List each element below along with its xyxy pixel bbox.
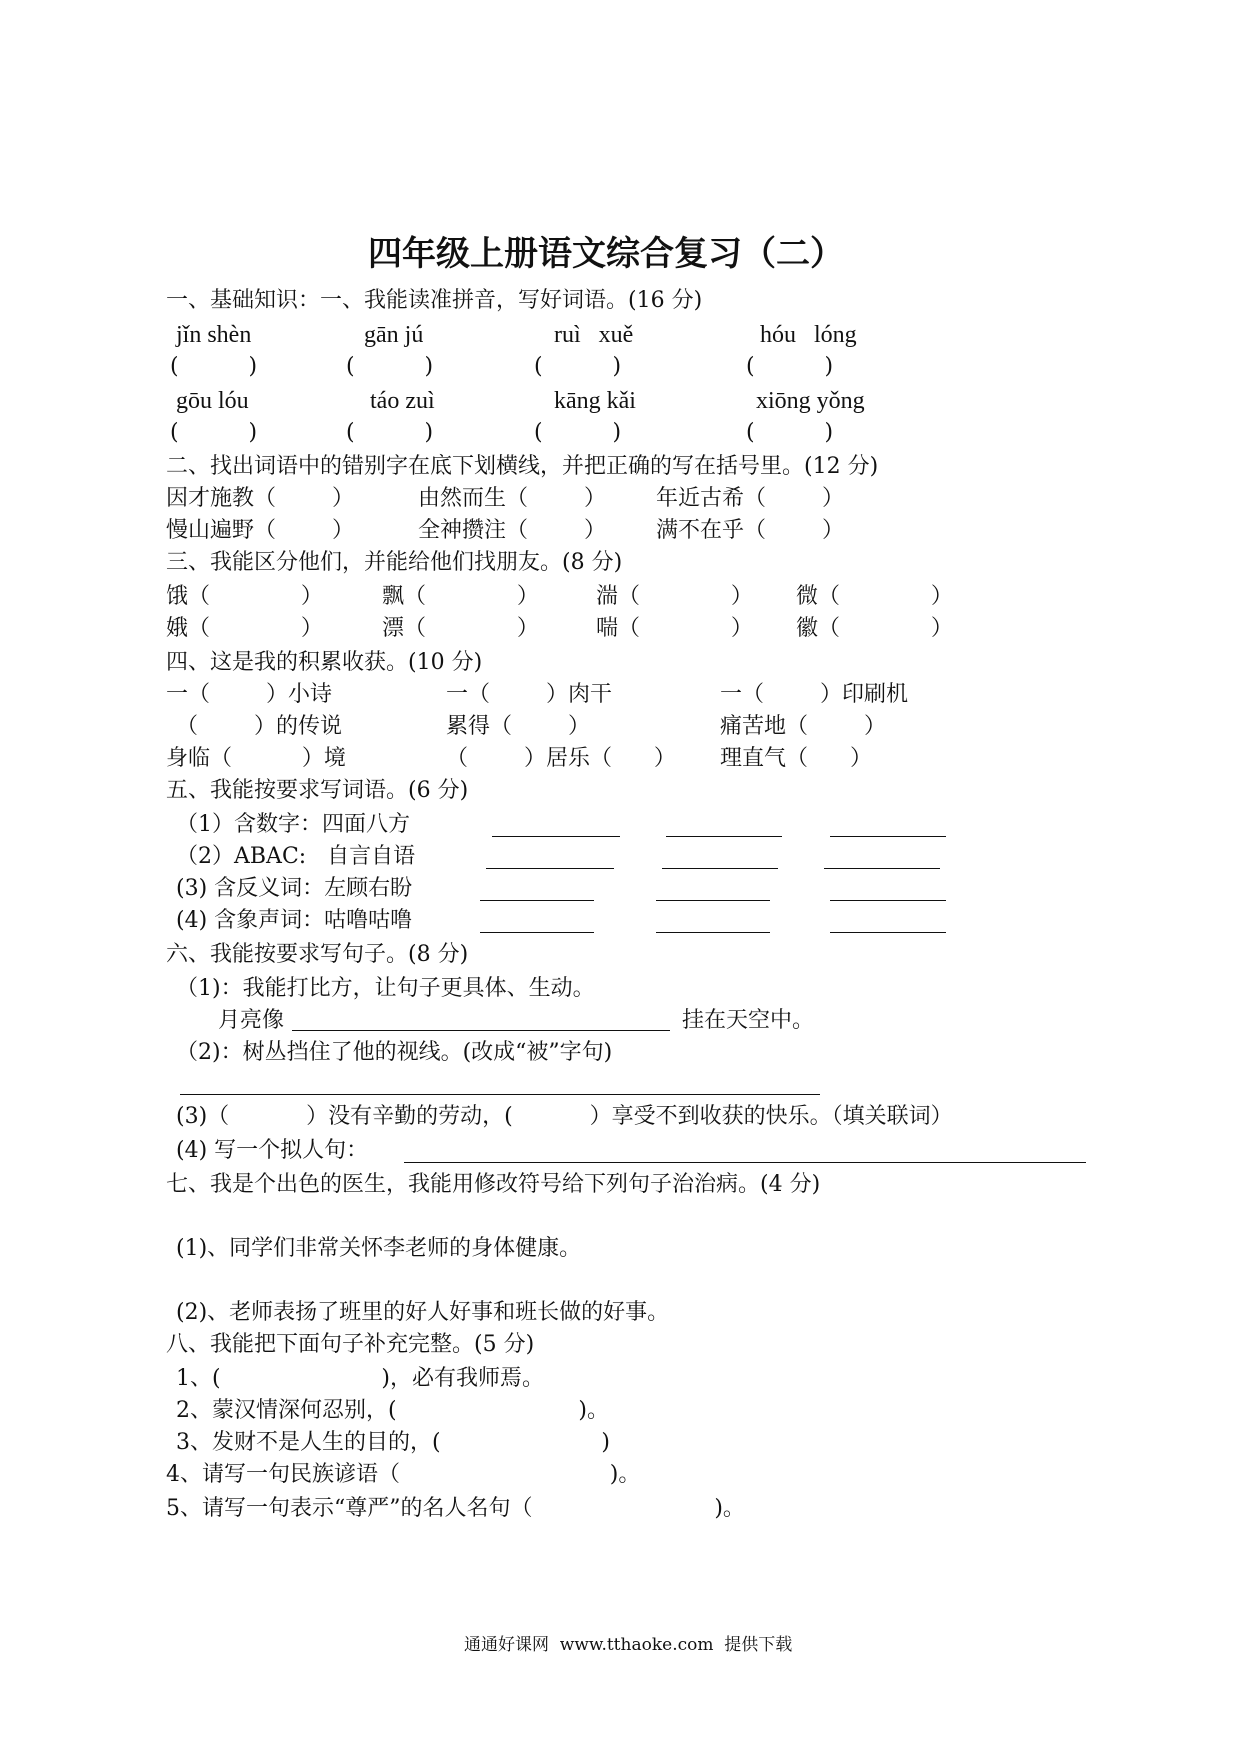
question-item: （1)：我能打比方，让句子更具体、生动。 (176, 976, 595, 1001)
question-item: 1、( )，必有我师焉。 (176, 1366, 545, 1391)
answer-blank: ( ) (534, 420, 622, 445)
answer-line (492, 836, 620, 837)
answer-blank: ( ) (534, 354, 622, 379)
question-item: 飘（ ） (382, 584, 539, 609)
question-item: 累得（ ） (446, 714, 590, 739)
answer-line (656, 932, 770, 933)
answer-blank: ( ) (170, 354, 258, 379)
question-item: (4) 含象声词：咕噜咕噜 (176, 908, 413, 933)
question-item: 4、请写一句民族谚语（ )。 (166, 1462, 641, 1487)
question-item: (4) 写一个拟人句： (176, 1138, 369, 1163)
answer-blank: ( ) (346, 420, 434, 445)
question-item: 漂（ ） (382, 616, 539, 641)
pinyin: hóu lóng (760, 322, 857, 348)
question-item: (2)、老师表扬了班里的好人好事和班长做的好事。 (176, 1300, 670, 1325)
question-item: 痛苦地（ ） (720, 714, 886, 739)
question-item: 徽（ ） (796, 616, 953, 641)
question-item: （ ）居乐（ ） (446, 746, 676, 771)
question-item: (1)、同学们非常关怀李老师的身体健康。 (176, 1236, 582, 1261)
answer-line (830, 836, 946, 837)
question-item: (3)（ ）没有辛勤的劳动，( ）享受不到收获的快乐。（填关联词） (176, 1104, 953, 1129)
question-item: 5、请写一句表示“尊严”的名人名句（ )。 (166, 1496, 745, 1521)
page-title: 四年级上册语文综合复习（二） (368, 234, 844, 274)
question-item: 饿（ ） (166, 584, 323, 609)
answer-line (480, 932, 594, 933)
section-5-heading: 五、我能按要求写词语。(6 分) (166, 778, 469, 803)
answer-line (656, 900, 770, 901)
pinyin: táo zuì (370, 388, 435, 414)
pinyin: gān jú (364, 322, 424, 348)
question-item: 慢山遍野（ ） (166, 518, 354, 543)
question-item: 身临（ ）境 (166, 746, 346, 771)
answer-line (480, 900, 594, 901)
answer-line (666, 836, 782, 837)
answer-blank: ( ) (346, 354, 434, 379)
question-item: 2、蒙汉情深何忍别，( )。 (176, 1398, 609, 1423)
answer-blank: ( ) (746, 354, 834, 379)
answer-blank: ( ) (170, 420, 258, 445)
answer-line (180, 1094, 820, 1095)
question-item: 微（ ） (796, 584, 953, 609)
answer-line (824, 868, 940, 869)
question-item: （2)：树丛挡住了他的视线。(改成“被”字句) (176, 1040, 613, 1065)
question-item: 湍（ ） (596, 584, 753, 609)
question-item: 满不在乎（ ） (656, 518, 844, 543)
pinyin: gōu lóu (176, 388, 249, 414)
pinyin: ruì xuě (554, 322, 634, 348)
answer-line (404, 1162, 1086, 1163)
question-item: 年近古希（ ） (656, 486, 844, 511)
section-6-heading: 六、我能按要求写句子。(8 分) (166, 942, 469, 967)
section-3-heading: 三、我能区分他们，并能给他们找朋友。(8 分) (166, 550, 623, 575)
footer-source: 通通好课网 www.tthaoke.com 提供下载 (464, 1635, 793, 1655)
question-item: 一（ ）肉干 (446, 682, 612, 707)
question-item: 全神攒注（ ） (418, 518, 606, 543)
answer-line (486, 868, 614, 869)
answer-line (292, 1030, 670, 1031)
question-item: 一（ ）印刷机 (720, 682, 908, 707)
question-item: 理直气（ ） (720, 746, 872, 771)
pinyin: jǐn shèn (176, 322, 252, 348)
question-item: （2）ABAC: 自言自语 (176, 844, 416, 869)
section-2-heading: 二、找出词语中的错别字在底下划横线，并把正确的写在括号里。(12 分) (166, 454, 879, 479)
pinyin: kāng kǎi (554, 388, 636, 414)
question-item: （ ）的传说 (176, 714, 342, 739)
section-4-heading: 四、这是我的积累收获。(10 分) (166, 650, 483, 675)
question-item: 一（ ）小诗 (166, 682, 332, 707)
question-item: （1）含数字：四面八方 (176, 812, 410, 837)
answer-blank: ( ) (746, 420, 834, 445)
section-8-heading: 八、我能把下面句子补充完整。(5 分) (166, 1332, 535, 1357)
section-7-heading: 七、我是个出色的医生，我能用修改符号给下列句子治治病。(4 分) (166, 1172, 821, 1197)
question-item: 挂在天空中。 (682, 1008, 815, 1033)
question-item: 喘（ ） (596, 616, 753, 641)
section-1-heading: 一、基础知识：一、我能读准拼音，写好词语。(16 分) (166, 288, 703, 313)
question-item: 3、发财不是人生的目的，( ) (176, 1430, 611, 1455)
answer-line (662, 868, 778, 869)
question-item: 娥（ ） (166, 616, 323, 641)
question-item: 因才施教（ ） (166, 486, 354, 511)
question-item: 月亮像 (218, 1008, 285, 1033)
answer-line (830, 932, 946, 933)
question-item: 由然而生（ ） (418, 486, 606, 511)
question-item: (3) 含反义词：左顾右盼 (176, 876, 413, 901)
answer-line (830, 900, 946, 901)
pinyin: xiōng yǒng (756, 388, 865, 414)
